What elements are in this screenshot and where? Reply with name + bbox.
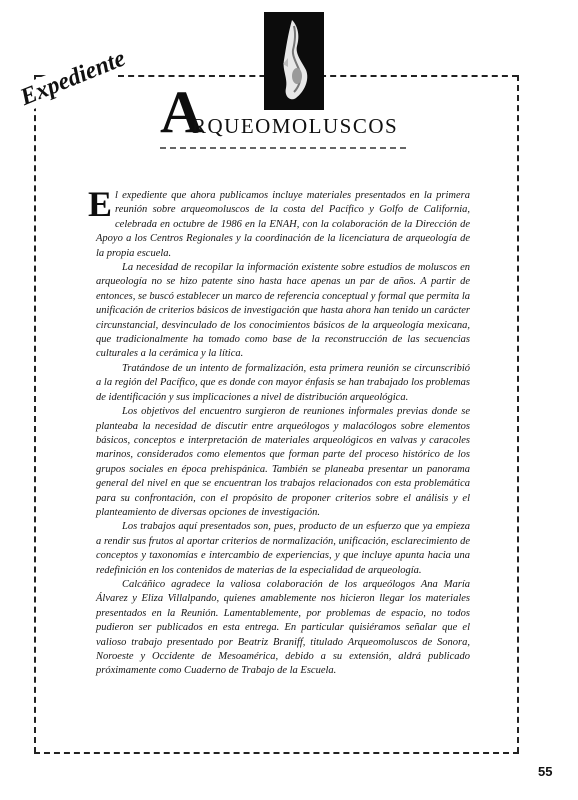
title-underline <box>160 147 406 149</box>
paragraph-2: La necesidad de recopilar la información existente sobre estudios de moluscos en arqueología no se hizo patente sino hasta hace apenas un par de años. A partir de entonces, se buscó establecer un marco de referencia conceptual y formal que permita la unificación de criterios básicos de investigación que hasta ahora han tenido un carácter circunstancial, desvinculado de los conocimientos básicos de la arqueología mexicana, que tradicionalmente ha tomado como base de la reconstrucción de las secuencias culturales a la cerámica y la lítica. <box>96 262 470 360</box>
frame-bottom-border <box>34 752 519 754</box>
title-initial: A <box>160 79 204 145</box>
paragraph-6: Calcáñico agradece la valiosa colaboración de los arqueólogos Ana María Álvarez y Eliza Villalpando, quienes amablemente nos hicieron llegar los materiales presentados en la Reunión. Lamentablemente, por problemas de espacio, no todos pudieron ser publicados en esta entrega. En particular quisiéramos señalar que el valioso trabajo presentado por Beatriz Braniff, titulado Arqueomoluscos de Sonora, Noroeste y Occidente de Mesoamérica, debido a su extensión, aldrá publicado próximamente como Cuaderno de Trabajo de la Escuela. <box>96 578 470 677</box>
paragraph-1-text: l expediente que ahora publicamos incluye materiales presentados en la primera reunión sobre arqueomoluscos de la costa del Pacífico y Golfo de California, celebrada en octubre de 1986 en la ENAH, con la colaboración de la Dirección de Apoyo a los Centros Regionales y la coordinación de la licenciatura de arqueología de la propia escuela. <box>96 190 470 259</box>
title-text: RQUEOMOLUSCOS <box>192 114 399 138</box>
page-number: 55 <box>538 764 553 779</box>
paragraph-1 <box>88 184 470 261</box>
frame-left-border <box>34 75 36 753</box>
section-label: Expediente <box>14 44 132 113</box>
frame-right-border <box>517 75 519 753</box>
paragraph-3: Tratándose de un intento de formalización, esta primera reunión se circunscribió a la región del Pacífico, que es donde con mayor énfasis se han trabajado los problemas de identificación y sus implicaciones a nivel de distribución arqueológica. <box>96 362 470 403</box>
paragraph-5: Los trabajos aquí presentados son, pues, producto de un esfuerzo que ya empieza a rendir sus frutos al aportar criterios de normalización, unificación, esclarecimiento de conceptos y taxonomías e intercambio de experiencias, y que incluye apunta hacia una redefinición en los contenidos de materias de la especialidad de arqueología. <box>96 521 470 576</box>
dropcap: E <box>88 184 113 224</box>
article-body <box>88 184 470 679</box>
paragraph-4: Los objetivos del encuentro surgieron de reuniones informales previas donde se planteaba la necesidad de discutir entre arqueólogos y malacólogos sobre elementos básicos, conceptos e interpretación de materiales arqueológicos en valvas y caracoles marinos, considerados como elementos que forman parte del proceso histórico de los grupos sociales en época prehispánica. También se planeaba presentar un panorama general del nivel en que se encuentran los trabajos relacionados con esta problemática para su confrontación, con el propósito de proponer criterios sobre el análisis y el planteamiento de diversas opciones de investigación. <box>96 406 470 518</box>
article-title <box>160 79 460 145</box>
